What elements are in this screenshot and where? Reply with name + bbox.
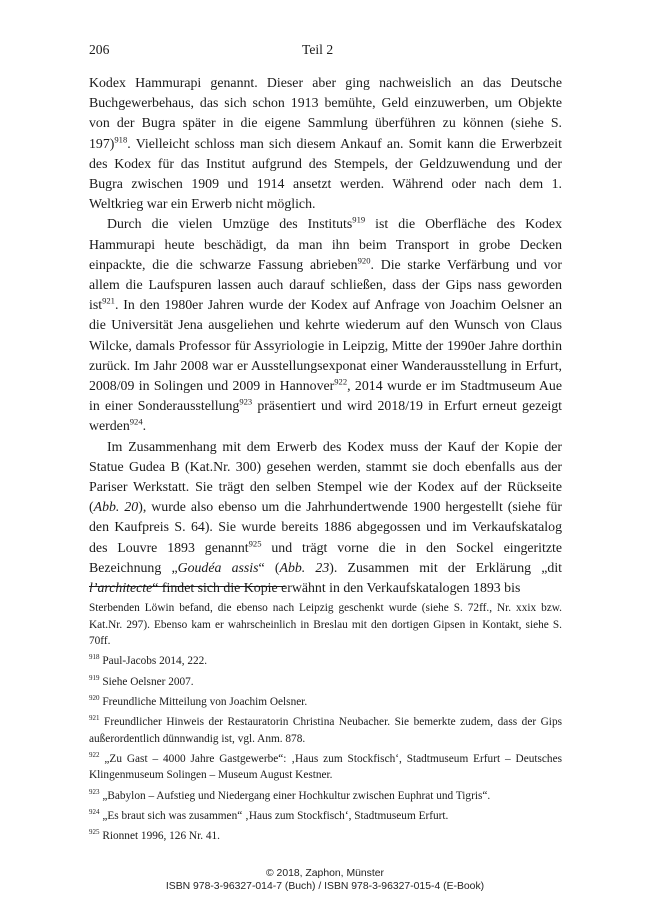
- footnote-separator: [89, 586, 285, 587]
- text-run: . Die starke Verfärbung und vor allem die Laufspuren lassen auch darauf schließen, dass der Gips nass geworden ist: [89, 256, 562, 313]
- body-paragraph: [89, 437, 562, 599]
- text-run: ). Zusammen mit der Erklärung „dit: [329, 559, 563, 575]
- footnote-number: 922: [89, 750, 100, 759]
- footnote-text: „Babylon – Aufstieg und Niedergang einer Hochkultur zwischen Euphrat und Tigris“.: [99, 789, 491, 802]
- footnote-ref: 922: [334, 376, 348, 387]
- running-header: [89, 42, 562, 60]
- footnote-ref: 925: [248, 538, 262, 549]
- text-run: ist die Oberfläche des Kodex Hammurapi heute beschädigt, da man ihn beim Transport in grobe Decken einpackte, die die schwarze Fassung abrieben: [89, 216, 562, 272]
- footnote-ref: 921: [102, 295, 115, 306]
- footnote: [89, 714, 562, 747]
- footnote: [89, 751, 562, 784]
- text-run: ), wurde also ebenso um die Jahrhundertwende 1900 hergestellt (siehe für den Kaufpreis S. 64). Sie wurde bereits 1886 abgegossen und im Verkaufskatalog des Louvre 1893 genannt: [89, 499, 562, 555]
- footnote-ref: 918: [114, 134, 128, 144]
- footnote: [89, 788, 562, 805]
- footnote-number: 924: [89, 807, 100, 816]
- footnote-text: „Zu Gast – 4000 Jahre Gastgewerbe“: ‚Haus zum Stockfisch‘, Stadtmuseum Erfurt – Deutsches Klingenmuseum Solingen – Museum August Kestner.: [89, 752, 562, 782]
- text-run: “ (: [258, 559, 280, 575]
- footnotes: [89, 600, 562, 848]
- footnote: [89, 828, 562, 845]
- text-run: “ findet sich die Kopie erwähnt in den Verkaufskatalogen 1893 bis: [152, 580, 521, 596]
- text-run: . Vielleicht schloss man sich diesem Ankauf an. Somit kann die Erwerbzeit des Kodex für das Institut aufgrund des Stempels, der Geldzuwendung und der Bugra zwischen 1909 und 1914 ansetzt werden. Während oder nach dem 1. Weltkrieg war ein Erwerb nicht möglich.: [89, 135, 562, 212]
- isbn-line: ISBN 978-3-96327-014-7 (Buch) / ISBN 978-3-96327-015-4 (E-Book): [165, 881, 485, 892]
- text-run: Kodex Hammurapi genannt. Dieser aber ging nachweislich an das Deutsche Buchgewerbehaus, das sich schon 1913 bemühte, Geld einzuwerben, um Objekte von der Bugra später in die eigene Sammlung überführen zu können (siehe S. 197): [89, 75, 562, 151]
- footnote-ref: 919: [352, 214, 366, 225]
- part-title: Teil 2: [302, 42, 334, 57]
- italic-text: Abb. 23: [279, 559, 330, 575]
- italic-text: l’architecte: [89, 580, 153, 596]
- footnote-text: Freundliche Mitteilung von Joachim Oelsner.: [99, 695, 308, 708]
- footnote: [89, 653, 562, 670]
- text-run: . In den 1980er Jahren wurde der Kodex auf Anfrage von Joachim Oelsner an die Universität Jena ausgeliehen und kehrte wiederum auf den Wunsch von Claus Wilcke, damals Professor für Assyriologie in Leipzig, Mitte der 1990er Jahre dorthin zurück. Im Jahr 2008 war er Ausstellungsexponat einer Wanderausstellung in Erfurt, 2008/09 in Solingen und 2009 in Hannover: [89, 297, 562, 394]
- text-run: präsentiert und wird 2018/19 in Erfurt erneut gezeigt werden: [89, 398, 563, 434]
- footnote-text: Paul-Jacobs 2014, 222.: [99, 655, 208, 668]
- text-run: und trägt vorne die in den Sockel eingeritzte Bezeichnung „: [89, 539, 562, 575]
- footnote-number: 920: [89, 693, 100, 702]
- footnote-text: Sterbenden Löwin befand, die ebenso nach Leipzig geschenkt wurde (siehe S. 72ff., Nr. xxix bzw. Kat.Nr. 297). Ebenso kam er wahrscheinlich in Breslau mit den dortigen Gipsen in Kontakt, siehe S. 70ff.: [89, 602, 562, 648]
- footnote-text: „Es braut sich was zusammen“ ‚Haus zum Stockfisch‘, Stadtmuseum Erfurt.: [99, 809, 449, 822]
- footnote: [89, 694, 562, 711]
- italic-text: Abb. 20: [93, 499, 139, 515]
- footnote: [89, 808, 562, 825]
- copyright-line: © 2018, Zaphon, Münster: [266, 868, 384, 879]
- footnote: [89, 600, 562, 650]
- footnote-number: 919: [89, 673, 100, 682]
- footnote-text: Siehe Oelsner 2007.: [99, 675, 194, 688]
- copyright-footer: [0, 867, 650, 893]
- footnote-text: Freundlicher Hinweis der Restauratorin Christina Neubacher. Sie bemerkte zudem, dass der Gips außerordentlich dünnwandig ist, vgl. Anm. 878.: [89, 715, 562, 745]
- text-run: Im Zusammenhang mit dem Erwerb des Kodex muss der Kauf der Kopie der Statue Gudea B (Kat.Nr. 300) gesehen werden, stammt sie doch ebenfalls aus der Pariser Werkstatt. Sie trägt den selben Stempel wie der Kodex auf der Rückseite (: [89, 438, 562, 515]
- italic-text: Goudéa assis: [177, 559, 259, 575]
- footnote-number: 923: [89, 787, 100, 796]
- page-number: 206: [89, 42, 110, 57]
- text-run: .: [142, 418, 147, 434]
- footnote: [89, 674, 562, 691]
- main-text: [89, 73, 562, 598]
- footnote-ref: 923: [239, 396, 253, 407]
- body-paragraph: [89, 73, 562, 214]
- footnote-number: 921: [89, 714, 100, 723]
- footnote-text: Rionnet 1996, 126 Nr. 41.: [99, 829, 220, 842]
- text-run: , 2014 wurde er im Stadtmuseum Aue in einer Sonderausstellung: [89, 378, 562, 414]
- body-paragraph: [89, 214, 562, 436]
- footnote-number: 925: [89, 828, 100, 837]
- footnote-ref: 924: [129, 416, 143, 427]
- text-run: Durch die vielen Umzüge des Instituts: [107, 216, 353, 232]
- footnote-number: 918: [89, 653, 100, 662]
- footnote-ref: 920: [357, 255, 371, 266]
